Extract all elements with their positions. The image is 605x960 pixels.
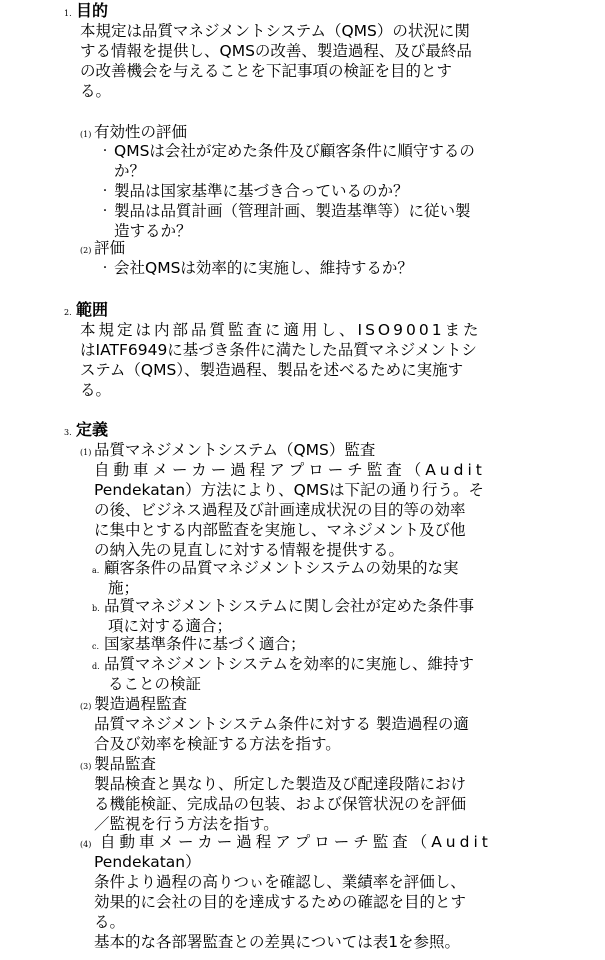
- bullet-line: 造するか？: [114, 222, 192, 240]
- sub-1-1-label: 有効性の評価: [94, 123, 188, 141]
- section-1-number: 1.: [64, 9, 72, 18]
- section-1-body-line: る。: [80, 82, 112, 100]
- item-a-line: 顧客条件の品質マネジメントシステムの効果的な実: [104, 559, 459, 577]
- section-2-body-line: 本規定は内部品質監査に適用し、ISO9001また: [80, 321, 482, 339]
- item-b-line: 項に対する適合；: [108, 617, 233, 635]
- def-1-number: (1): [80, 448, 92, 457]
- item-d-mark: d.: [92, 662, 100, 671]
- section-1-body-line: 本規定は品質マネジメントシステム（QMS）の状況に関: [80, 22, 470, 40]
- def-4-body-line: 効果的に会社の目的を達成するための確認を目的とす: [94, 893, 467, 911]
- def-3-label: 製品監査: [94, 755, 157, 773]
- item-c-mark: c.: [92, 642, 100, 651]
- bullet-line: 製品は国家基準に基づき合っているのか？: [114, 182, 409, 200]
- bullet-mark: ・: [100, 263, 110, 274]
- sub-1-2-number: (2): [80, 246, 92, 255]
- bullet-line: 会社QMSは効率的に実施し、維持するか？: [114, 259, 413, 277]
- def-2-label: 製造過程監査: [94, 695, 188, 713]
- section-2-body-line: る。: [80, 381, 112, 399]
- def-4-body-line: 条件より過程の高りつぃを確認し、業績率を評価し、: [94, 873, 466, 891]
- item-a-line: 施；: [108, 579, 140, 597]
- def-1-body-line: に集中とする内部監査を実施し、マネジメント及び他: [94, 521, 466, 539]
- def-1-body-line: の納入先の見直しに対する情報を提供する。: [94, 541, 405, 559]
- def-4-body-line: る。: [94, 913, 126, 931]
- def-2-number: (2): [80, 702, 92, 711]
- def-2-body-line: 品質マネジメントシステム条件に対する 製造過程の適: [94, 715, 469, 733]
- item-b-mark: b.: [92, 604, 100, 613]
- bullet-mark: ・: [100, 186, 110, 197]
- sub-1-1-number: (1): [80, 130, 92, 139]
- def-1-body-line: の後、ビジネス過程及び計画達成状況の目的等の効率: [94, 501, 466, 519]
- item-b-line: 品質マネジメントシステムに関し会社が定めた条件事: [104, 597, 474, 615]
- section-1-title: 目的: [76, 1, 109, 20]
- bullet-mark: ・: [100, 146, 110, 157]
- def-3-body-line: 製品検査と異なり、所定した製造及び配達段階におけ: [94, 775, 467, 793]
- bullet-line: QMSは会社が定めた条件及び顧客条件に順守するの: [114, 142, 475, 160]
- section-2-body-line: はIATF6949に基づき条件に満たした品質マネジメントシ: [80, 341, 477, 359]
- def-4-number: (4): [80, 840, 92, 849]
- def-1-body-line: Pendekatan）方法により、QMSは下記の通り行う。そ: [94, 481, 485, 499]
- item-a-mark: a.: [92, 566, 100, 575]
- def-1-label: 品質マネジメントシステム（QMS）監査: [94, 441, 376, 459]
- def-3-number: (3): [80, 762, 92, 771]
- section-2-body-line: ステム（QMS）、製造過程、製品を述べるために実施す: [80, 361, 464, 379]
- def-3-body-line: ／監視を行う方法を指す。: [94, 815, 279, 833]
- item-c-line: 国家基準条件に基づく適合；: [104, 635, 306, 653]
- section-1-body-line: する情報を提供し、QMSの改善、製造過程、及び最終品: [80, 42, 472, 60]
- def-1-body-line: 自動車メーカー過程アプローチ監査（Audit: [94, 461, 486, 479]
- section-3-number: 3.: [64, 428, 72, 437]
- section-3-title: 定義: [76, 420, 109, 439]
- def-2-body-line: 合及び効率を検証する方法を指す。: [94, 735, 341, 753]
- bullet-line: か？: [114, 162, 146, 180]
- bullet-line: 製品は品質計画（管理計画、製造基準等）に従い製: [114, 202, 471, 220]
- def-4-label-line: 自動車メーカー過程アプローチ監査（Audit: [100, 833, 492, 851]
- section-2-title: 範囲: [76, 300, 109, 319]
- def-4-label-line: Pendekatan）: [94, 853, 201, 871]
- section-2-number: 2.: [64, 308, 72, 317]
- sub-1-2-label: 評価: [94, 239, 126, 257]
- def-3-body-line: る機能検証、完成品の包装、および保管状況のを評価: [94, 795, 467, 813]
- item-d-line: ることの検証: [108, 675, 202, 693]
- def-4-body-line: 基本的な各部署監査との差異については表1を参照。: [94, 933, 461, 951]
- item-d-line: 品質マネジメントシステムを効率的に実施し、維持す: [104, 655, 474, 673]
- section-1-body-line: の改善機会を与えることを下記事項の検証を目的とす: [80, 62, 453, 80]
- bullet-mark: ・: [100, 206, 110, 217]
